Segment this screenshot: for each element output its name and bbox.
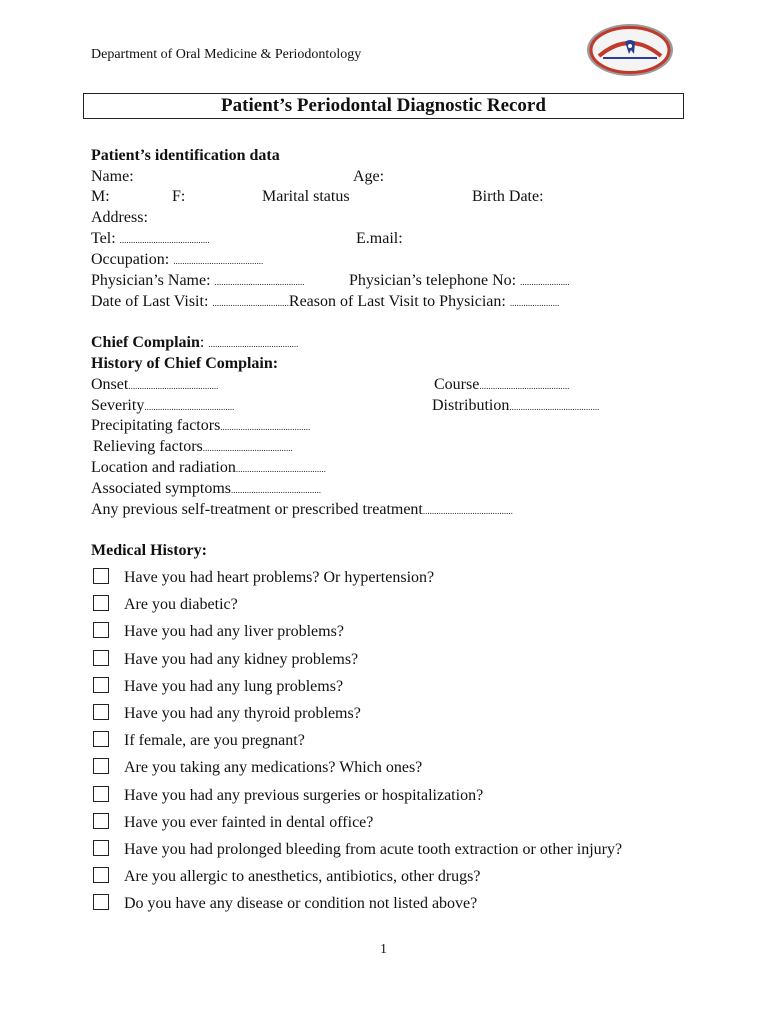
medical-history-heading: Medical History: xyxy=(91,542,207,559)
distribution-field xyxy=(432,396,599,417)
precipitating-label: Precipitating factors xyxy=(91,417,221,434)
physician-tel-field xyxy=(349,271,570,292)
medical-question-text: Have you had any thyroid problems? xyxy=(124,705,361,722)
distribution-label: Distribution xyxy=(432,397,510,414)
occupation-label: Occupation: xyxy=(91,251,170,268)
birth-date-label: Birth Date: xyxy=(472,188,544,205)
medical-question-checkbox[interactable] xyxy=(93,650,109,666)
physician-name-label: Physician’s Name: xyxy=(91,272,211,289)
medical-question-text: Are you allergic to anesthetics, antibiotics, other drugs? xyxy=(124,868,481,885)
tel-label: Tel: xyxy=(91,230,116,247)
occupation-field xyxy=(91,250,263,271)
location-field xyxy=(91,458,326,479)
male-label: M: xyxy=(91,188,110,205)
department-logo xyxy=(585,22,675,78)
medical-question-text: Are you taking any medications? Which ones? xyxy=(124,759,423,776)
previous-treatment-label: Any previous self-treatment or prescribed treatment xyxy=(91,501,423,518)
physician-name-blank[interactable]: ........................................ xyxy=(214,277,305,287)
onset-field xyxy=(91,375,218,396)
relieving-field xyxy=(93,437,293,458)
medical-question-checkbox[interactable] xyxy=(93,894,109,910)
chief-complain-label: Chief Complain xyxy=(91,334,200,351)
course-label: Course xyxy=(434,376,480,393)
medical-question-text: Have you ever fainted in dental office? xyxy=(124,814,374,831)
precipitating-field xyxy=(91,416,310,437)
medical-question-checkbox[interactable] xyxy=(93,813,109,829)
physician-tel-blank[interactable]: ...................... xyxy=(520,277,570,287)
age-label: Age: xyxy=(353,168,385,185)
tel-field xyxy=(91,229,210,250)
medical-question-text: Have you had any previous surgeries or hospitalization? xyxy=(124,787,484,804)
relieving-label: Relieving factors xyxy=(93,438,203,455)
medical-question-checkbox[interactable] xyxy=(93,622,109,638)
distribution-blank[interactable]: ........................................ xyxy=(509,402,600,412)
chief-complain-field xyxy=(91,333,298,354)
occupation-blank[interactable]: ........................................ xyxy=(173,256,264,266)
associated-label: Associated symptoms xyxy=(91,480,231,497)
medical-question-text: Have you had any kidney problems? xyxy=(124,651,359,668)
medical-question-checkbox[interactable] xyxy=(93,568,109,584)
chief-complain-blank[interactable]: ........................................ xyxy=(208,339,299,349)
relieving-blank[interactable]: ........................................ xyxy=(202,443,293,453)
previous-treatment-blank[interactable]: ........................................ xyxy=(422,506,513,516)
location-blank[interactable]: ........................................ xyxy=(235,464,326,474)
medical-question-text: Do you have any disease or condition not listed above? xyxy=(124,895,478,912)
onset-label: Onset xyxy=(91,376,129,393)
reason-label: Reason of Last Visit to Physician: xyxy=(288,293,506,310)
severity-blank[interactable]: ........................................ xyxy=(144,402,235,412)
physician-tel-label: Physician’s telephone No: xyxy=(349,272,517,289)
medical-question-text: Have you had prolonged bleeding from acute tooth extraction or other injury? xyxy=(124,841,623,858)
associated-blank[interactable]: ........................................ xyxy=(231,485,321,495)
chief-complain-colon: : xyxy=(199,334,205,351)
medical-question-text: Have you had heart problems? Or hypertension? xyxy=(124,569,435,586)
medical-question-checkbox[interactable] xyxy=(93,840,109,856)
physician-name-field xyxy=(91,271,305,292)
medical-question-text: Have you had any liver problems? xyxy=(124,623,344,640)
last-visit-blank[interactable]: .................................. xyxy=(212,298,289,308)
medical-question-checkbox[interactable] xyxy=(93,595,109,611)
reason-blank[interactable]: ...................... xyxy=(509,298,560,308)
name-label: Name: xyxy=(91,168,134,185)
onset-blank[interactable]: ........................................ xyxy=(128,381,219,391)
precipitating-blank[interactable]: ........................................ xyxy=(220,422,311,432)
medical-question-text: Are you diabetic? xyxy=(124,596,238,613)
location-label: Location and radiation xyxy=(91,459,236,476)
last-visit-field xyxy=(91,292,559,313)
medical-question-text: If female, are you pregnant? xyxy=(124,732,305,749)
severity-field xyxy=(91,396,234,417)
address-label: Address: xyxy=(91,209,148,226)
last-visit-label: Date of Last Visit: xyxy=(91,293,209,310)
department-header: Department of Oral Medicine & Periodontology xyxy=(91,47,362,62)
medical-question-checkbox[interactable] xyxy=(93,758,109,774)
previous-treatment-field xyxy=(91,500,513,521)
medical-question-checkbox[interactable] xyxy=(93,677,109,693)
medical-question-checkbox[interactable] xyxy=(93,731,109,747)
severity-label: Severity xyxy=(91,397,145,414)
medical-question-checkbox[interactable] xyxy=(93,786,109,802)
page-number: 1 xyxy=(380,942,387,957)
medical-question-text: Have you had any lung problems? xyxy=(124,678,344,695)
tel-blank[interactable]: ........................................ xyxy=(119,235,210,245)
associated-field xyxy=(91,479,321,500)
medical-question-checkbox[interactable] xyxy=(93,867,109,883)
history-heading: History of Chief Complain: xyxy=(91,355,279,372)
record-title: Patient’s Periodontal Diagnostic Record xyxy=(83,93,684,119)
identification-heading: Patient’s identification data xyxy=(91,147,280,164)
medical-question-checkbox[interactable] xyxy=(93,704,109,720)
email-label: E.mail: xyxy=(356,230,403,247)
marital-status-label: Marital status xyxy=(262,188,350,205)
course-blank[interactable]: ........................................ xyxy=(479,381,570,391)
course-field xyxy=(434,375,569,396)
female-label: F: xyxy=(172,188,186,205)
